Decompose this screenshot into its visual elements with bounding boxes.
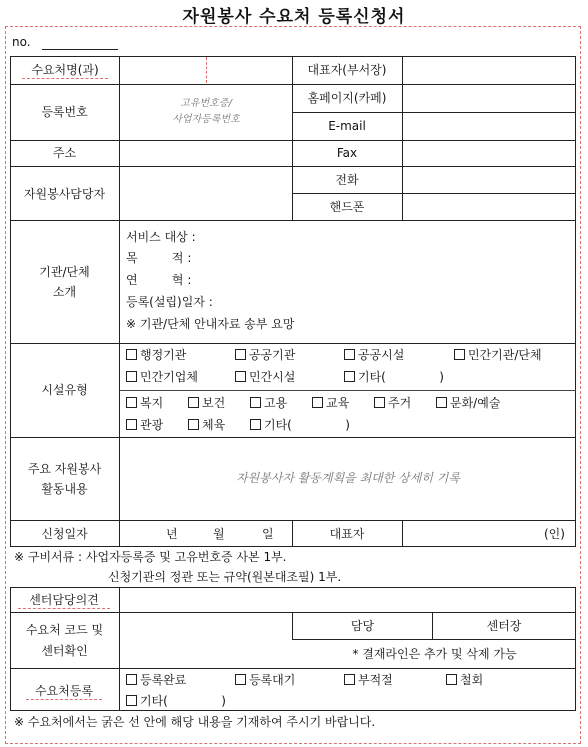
row-line [10,220,576,221]
checkbox[interactable] [454,349,465,360]
intro-note: ※ 기관/단체 안내자료 송부 요망 [126,317,295,331]
row-line [292,112,576,113]
facility-option-6[interactable]: 기타( ) [344,369,444,385]
checkbox[interactable] [126,397,137,408]
apply-date-label: 신청일자 [41,527,88,541]
field-option-7[interactable]: 체육 [188,417,225,433]
checkbox[interactable] [312,397,323,408]
row-line [292,193,576,194]
org-name-input[interactable] [207,57,291,83]
date-year-label: 년 [166,527,178,541]
code-confirm-label-2: 센터확인 [41,644,88,658]
reg-number-label: 등록번호 [41,105,88,119]
seal-mark: (인) [544,527,565,541]
date-day-label: 일 [262,527,274,541]
facility-option-3[interactable]: 민간기관/단체 [454,347,542,363]
checkbox[interactable] [250,397,261,408]
registration-option-3[interactable]: 철회 [446,672,483,688]
homepage-label: 홈페이지(카페) [307,91,387,105]
center-opinion-label: 센터담당의견 [18,592,110,609]
row-line [119,390,576,391]
registration-option-0[interactable]: 등록완료 [126,672,186,688]
no-label: no. [12,35,31,49]
mobile-label: 핸드폰 [329,200,365,214]
facility-option-1[interactable]: 공공기관 [235,347,295,363]
activity-label-1: 주요 자원봉사 [27,462,102,476]
col-line [292,56,293,220]
history-line: 연 혁 : [126,273,192,287]
intro-label-2: 소개 [52,285,77,299]
activity-label-2: 활동내용 [41,482,88,496]
checkbox[interactable] [344,674,355,685]
approval-note: * 결재라인은 추가 및 삭제 가능 [352,647,517,661]
fax-label: Fax [336,146,358,160]
documents-line-2: 신청기관의 정관 또는 규약(원본대조필) 1부. [108,570,342,584]
phone-label: 전화 [335,173,359,187]
checkbox[interactable] [446,674,457,685]
checkbox[interactable] [344,349,355,360]
facility-option-2[interactable]: 공공시설 [344,347,404,363]
facility-option-4[interactable]: 민간기업체 [126,369,198,385]
footer-note: ※ 수요처에서는 굵은 선 안에 해당 내용을 기재하여 주시기 바랍니다. [14,715,376,729]
registration-option-2[interactable]: 부적절 [344,672,393,688]
service-target-line: 서비스 대상 : [126,230,196,244]
activity-textarea[interactable] [120,438,575,520]
field-option-6[interactable]: 관광 [126,417,163,433]
checkbox[interactable] [235,349,246,360]
purpose-line: 목 적 : [126,251,192,265]
representative-dept-input[interactable] [403,57,575,83]
row-line [10,520,576,521]
row-line [10,612,576,613]
representative-label: 대표자 [329,527,365,541]
org-name-label: 수요처명(과) [22,62,108,79]
row-line [10,166,576,167]
checkbox[interactable] [188,397,199,408]
field-option-2[interactable]: 고용 [250,395,287,411]
volunteer-manager-label: 자원봉사담당자 [23,187,106,201]
row-line [10,84,576,85]
reg-number-hint-1: 고유번호증/ [180,98,232,109]
activity-hint: 자원봉사자 활동계획을 최대한 상세히 기록 [236,471,460,485]
row-line [10,343,576,344]
row-line [292,639,576,640]
reg-number-hint-2: 사업자등록번호 [172,114,240,125]
checkbox[interactable] [250,419,261,430]
facility-type-label: 시설유형 [41,383,88,397]
checkbox[interactable] [126,674,137,685]
col-line [402,520,403,547]
checkbox[interactable] [235,674,246,685]
founded-line: 등록(설립)일자 : [126,295,213,309]
checkbox[interactable] [126,371,137,382]
registration-option-1[interactable]: 등록대기 [235,672,295,688]
row-line [10,140,576,141]
director-label: 센터장 [486,619,522,633]
no-input-line[interactable] [42,49,118,50]
address-label: 주소 [52,146,77,160]
row-line [10,668,576,669]
form-title: 자원봉사 수요처 등록신청서 [182,7,406,27]
field-option-0[interactable]: 복지 [126,395,163,411]
manager-label: 담당 [350,619,375,633]
field-option-4[interactable]: 주거 [374,395,411,411]
checkbox[interactable] [235,371,246,382]
facility-option-5[interactable]: 민간시설 [235,369,295,385]
documents-line-1: ※ 구비서류 : 사업자등록증 및 고유번호증 사본 1부. [14,550,287,564]
checkbox[interactable] [436,397,447,408]
address-input[interactable] [120,141,292,166]
checkbox[interactable] [188,419,199,430]
field-option-8[interactable]: 기타( ) [250,417,350,433]
email-label: E-mail [328,119,366,133]
field-option-5[interactable]: 문화/예술 [436,395,500,411]
checkbox[interactable] [126,419,137,430]
code-confirm-label-1: 수요처 코드 및 [25,623,104,637]
checkbox[interactable] [126,695,137,706]
field-option-1[interactable]: 보건 [188,395,225,411]
registration-option-4[interactable]: 기타( ) [126,693,226,709]
checkbox[interactable] [344,371,355,382]
date-month-label: 월 [213,527,225,541]
center-opinion-input[interactable] [120,588,575,612]
intro-label-1: 기관/단체 [39,265,90,279]
checkbox[interactable] [126,349,137,360]
representative-dept-label: 대표자(부서장) [307,63,387,77]
checkbox[interactable] [374,397,385,408]
registration-label: 수요처등록 [26,683,102,700]
field-option-3[interactable]: 교육 [312,395,349,411]
facility-option-0[interactable]: 행정기관 [126,347,186,363]
